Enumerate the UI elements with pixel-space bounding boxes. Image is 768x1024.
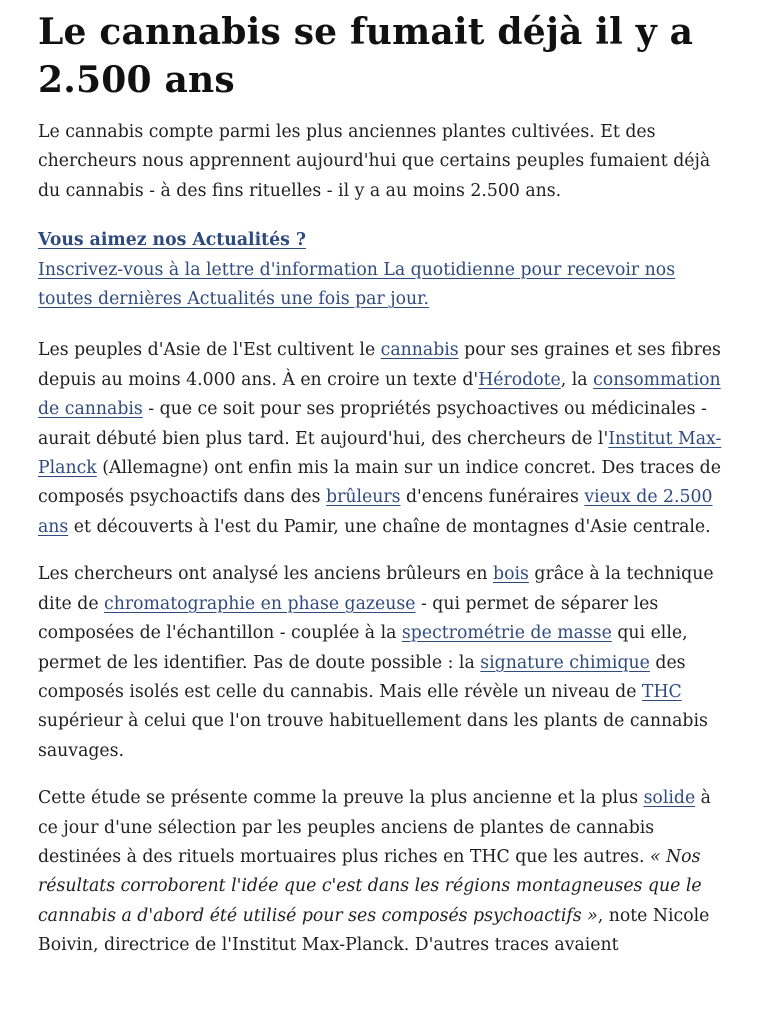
article-title: Le cannabis se fumait déjà il y a 2.500 ans: [38, 11, 694, 101]
link-cannabis[interactable]: cannabis: [380, 340, 459, 361]
link-institut-max-planck[interactable]: Institut Max-Planck: [38, 428, 722, 479]
text-segment: (Allemagne) ont enfin mis la main sur un indice concret. Des traces de composés psychoactifs dans des: [38, 458, 721, 508]
text-segment: Les chercheurs ont analysé les anciens brûleurs en: [38, 564, 494, 585]
link-consommation-cannabis[interactable]: consommation de cannabis: [38, 369, 721, 420]
text-segment: Cette étude se présente comme la preuve la plus ancienne et la plus: [38, 788, 644, 809]
text-segment: , la: [560, 369, 594, 390]
link-signature-chimique[interactable]: signature chimique: [480, 652, 650, 673]
text-segment: , note Nicole Boivin, directrice de l'Institut Max-Planck. D'autres traces avaient: [38, 905, 710, 956]
link-herodote[interactable]: Hérodote: [478, 369, 561, 390]
link-chromatographie[interactable]: chromatographie en phase gazeuse: [104, 593, 416, 614]
text-segment: - que ce soit pour ses propriétés psychoactives ou médicinales - aurait débuté bien plus tard. Et aujourd'hui, des chercheurs de l': [38, 399, 707, 449]
paragraph-3: [38, 784, 730, 960]
newsletter-promo: [38, 226, 730, 314]
text-segment: pour ses graines et ses fibres depuis au moins 4.000 ans. À en croire un texte d': [38, 340, 721, 390]
link-spectrometrie-masse[interactable]: spectrométrie de masse: [401, 623, 612, 644]
link-bois[interactable]: bois: [493, 564, 529, 585]
newsletter-promo-title-link[interactable]: Vous aimez nos Actualités ?: [38, 230, 307, 251]
text-segment: et découverts à l'est du Pamir, une chaîne de montagnes d'Asie centrale.: [68, 516, 711, 537]
link-vieux-2500-ans[interactable]: vieux de 2.500 ans: [38, 487, 713, 537]
text-segment: des composés isolés est celle du cannabis. Mais elle révèle un niveau de: [38, 652, 686, 702]
text-segment: qui elle, permet de les identifier. Pas de doute possible : la: [38, 623, 688, 673]
text-segment: à ce jour d'une sélection par les peuples anciens de plantes de cannabis destinées à des rituels mortuaires plus riches en THC que les autres.: [38, 788, 711, 867]
quote: « Nos résultats corroborent l'idée que c'est dans les régions montagneuses que le cannabis a d'abord été utilisé pour ses composés psychoactifs »: [38, 846, 702, 926]
text-segment: - qui permet de séparer les composées de l'échantillon - couplée à la: [38, 593, 659, 644]
link-solide[interactable]: solide: [643, 788, 696, 809]
article-lead: Le cannabis compte parmi les plus anciennes plantes cultivées. Et des chercheurs nous apprennent aujourd'hui que certains peuples fumaient déjà du cannabis - à des fins rituelles - il y a au moins 2.500 ans.: [38, 122, 711, 201]
newsletter-signup-link[interactable]: Inscrivez-vous à la lettre d'information La quotidienne pour recevoir nos toutes dernières Actualités une fois par jour.: [38, 259, 676, 310]
text-segment: supérieur à celui que l'on trouve habituellement dans les plants de cannabis sauvages.: [38, 711, 708, 761]
text-segment: d'encens funéraires: [400, 487, 585, 508]
paragraph-1: [38, 336, 730, 542]
link-bruleurs[interactable]: brûleurs: [326, 487, 401, 508]
text-segment: Les peuples d'Asie de l'Est cultivent le: [38, 340, 381, 361]
text-segment: grâce à la technique dite de: [38, 564, 714, 614]
paragraph-2: [38, 560, 730, 766]
link-thc[interactable]: THC: [641, 681, 682, 702]
